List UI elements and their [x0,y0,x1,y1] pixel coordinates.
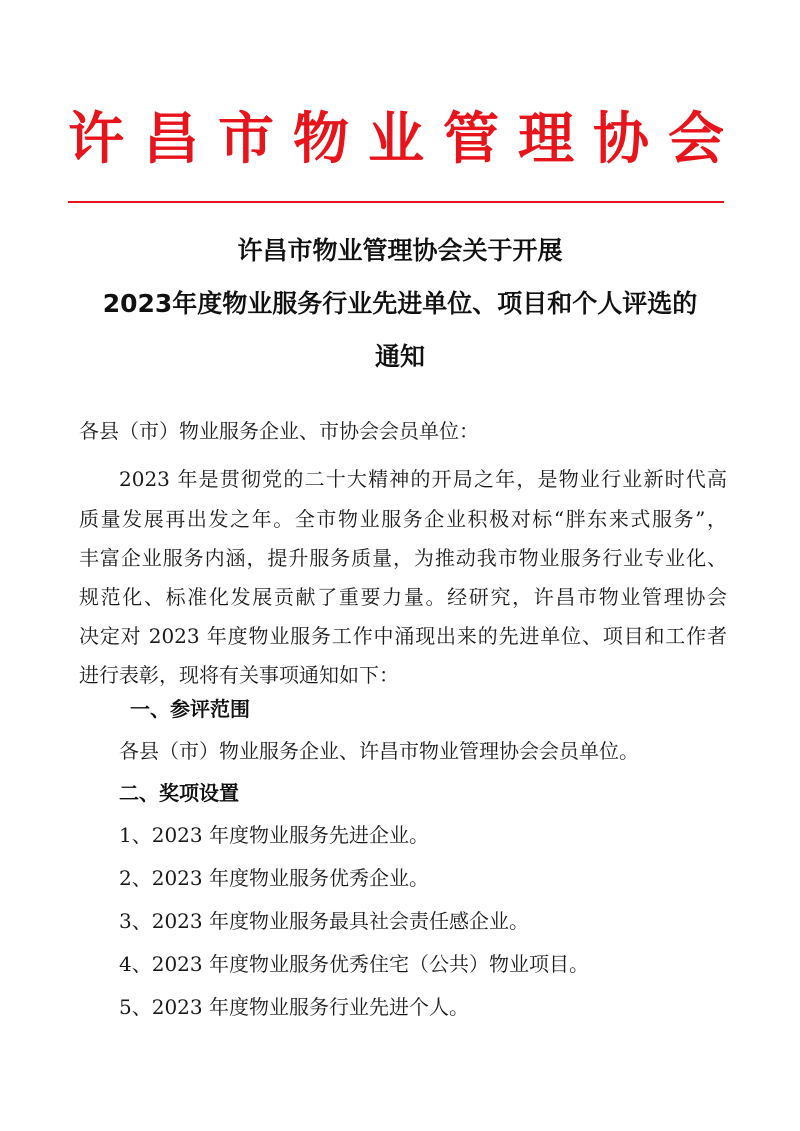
masthead-char: 物 [293,107,349,172]
masthead-char: 理 [518,107,574,172]
masthead-char: 业 [368,107,424,172]
masthead-divider [68,201,724,203]
masthead-char: 许 [68,107,124,172]
masthead-char: 会 [668,107,724,172]
intro-paragraph-line: 质量发展再出发之年。全市物业服务企业积极对标“胖东来式服务”， [79,507,727,531]
intro-paragraph-line: 规范化、标准化发展贡献了重要力量。经研究，许昌市物业管理协会 [79,585,727,609]
section-scope-body: 各县（市）物业服务企业、许昌市物业管理协会会员单位。 [119,739,639,763]
award-list-item: 4、2023 年度物业服务优秀住宅（公共）物业项目。 [119,952,589,976]
masthead-title [68,108,724,172]
masthead-char: 协 [593,107,649,172]
salutation: 各县（市）物业服务企业、市协会会员单位： [79,419,479,443]
section-heading-scope: 一、参评范围 [130,697,250,721]
intro-paragraph-line: 进行表彰，现将有关事项通知如下： [79,663,399,687]
masthead-char: 管 [443,107,499,172]
award-list-item: 5、2023 年度物业服务行业先进个人。 [119,995,469,1019]
award-list-item: 3、2023 年度物业服务最具社会责任感企业。 [119,909,529,933]
award-list-item: 1、2023 年度物业服务先进企业。 [119,823,429,847]
document-title-line-1: 许昌市物业管理协会关于开展 [237,236,563,265]
intro-paragraph-line: 丰富企业服务内涵，提升服务质量，为推动我市物业服务行业专业化、 [79,546,727,570]
masthead-char: 市 [218,107,274,172]
masthead-char: 昌 [143,107,199,172]
intro-paragraph-line: 2023 年是贯彻党的二十大精神的开局之年，是物业行业新时代高 [119,467,727,491]
award-list-item: 2、2023 年度物业服务优秀企业。 [119,866,429,890]
section-heading-awards: 二、奖项设置 [119,781,239,805]
document-title-line-2: 2023年度物业服务行业先进单位、项目和个人评选的 [102,289,698,318]
document-title-line-3: 通知 [374,342,425,371]
intro-paragraph-line: 决定对 2023 年度物业服务工作中涌现出来的先进单位、项目和工作者 [79,624,727,648]
